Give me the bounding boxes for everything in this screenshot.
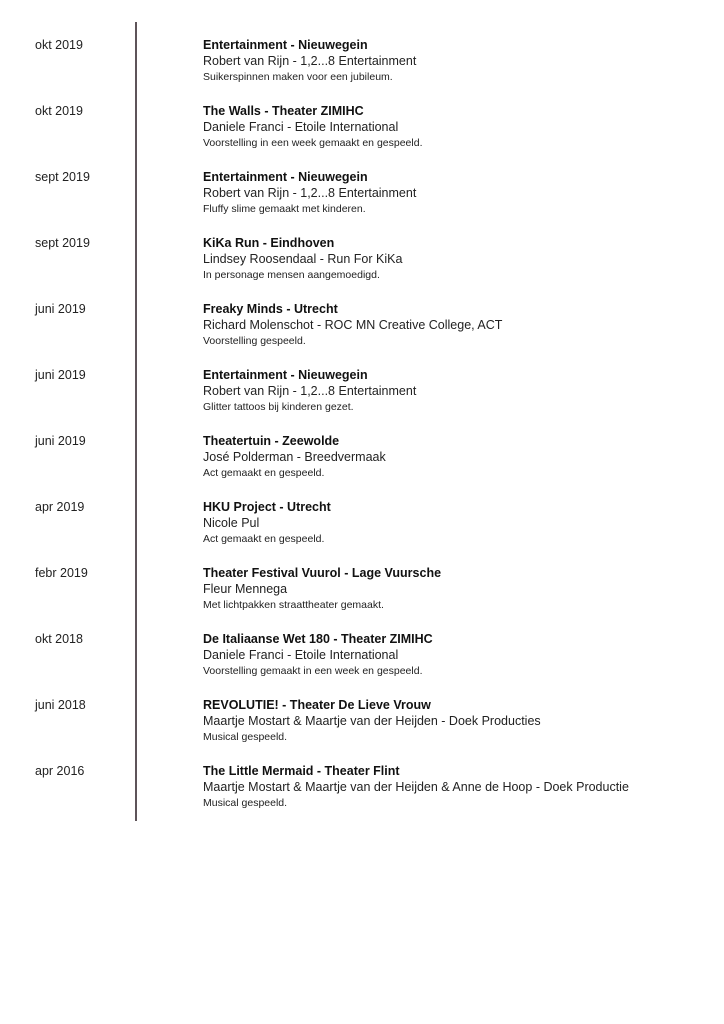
timeline-entry xyxy=(0,697,724,757)
entry-date: okt 2019 xyxy=(35,38,83,52)
entry-description: Voorstelling gemaakt in een week en gespeeld. xyxy=(203,665,423,677)
timeline-entry xyxy=(0,301,724,361)
entry-date: okt 2018 xyxy=(35,632,83,646)
entry-content xyxy=(203,565,441,613)
entry-description: In personage mensen aangemoedigd. xyxy=(203,269,380,281)
entry-title: REVOLUTIE! - Theater De Lieve Vrouw xyxy=(203,698,431,712)
entry-description: Met lichtpakken straattheater gemaakt. xyxy=(203,599,384,611)
entry-title: Entertainment - Nieuwegein xyxy=(203,368,368,382)
entry-content xyxy=(203,433,386,481)
entry-organization: Robert van Rijn - 1,2...8 Entertainment xyxy=(203,186,417,200)
entry-date: okt 2019 xyxy=(35,104,83,118)
entry-organization: Richard Molenschot - ROC MN Creative College, ACT xyxy=(203,318,503,332)
timeline-entry xyxy=(0,499,724,559)
entry-description: Act gemaakt en gespeeld. xyxy=(203,533,325,545)
entry-content xyxy=(203,763,629,811)
entry-organization: Daniele Franci - Etoile International xyxy=(203,648,399,662)
timeline-entry xyxy=(0,169,724,229)
entry-date: apr 2019 xyxy=(35,500,85,514)
entry-organization: Nicole Pul xyxy=(203,516,260,530)
entry-organization: Maartje Mostart & Maartje van der Heijden & Anne de Hoop - Doek Productie xyxy=(203,780,629,794)
entry-title: HKU Project - Utrecht xyxy=(203,500,331,514)
entry-date: sept 2019 xyxy=(35,236,90,250)
timeline-entry xyxy=(0,763,724,823)
entry-date: juni 2019 xyxy=(35,302,86,316)
entry-title: KiKa Run - Eindhoven xyxy=(203,236,335,250)
entry-title: Entertainment - Nieuwegein xyxy=(203,38,368,52)
entry-description: Glitter tattoos bij kinderen gezet. xyxy=(203,401,354,413)
entry-description: Suikerspinnen maken voor een jubileum. xyxy=(203,71,393,83)
entry-content xyxy=(203,235,402,283)
entry-title: De Italiaanse Wet 180 - Theater ZIMIHC xyxy=(203,632,433,646)
entry-title: Theater Festival Vuurol - Lage Vuursche xyxy=(203,566,442,580)
entry-organization: Daniele Franci - Etoile International xyxy=(203,120,399,134)
entry-title: The Little Mermaid - Theater Flint xyxy=(203,764,400,778)
entry-content xyxy=(203,103,422,151)
entry-date: apr 2016 xyxy=(35,764,85,778)
entry-content xyxy=(203,697,541,745)
entry-description: Musical gespeeld. xyxy=(203,797,288,809)
entry-title: The Walls - Theater ZIMIHC xyxy=(203,104,364,118)
entry-title: Entertainment - Nieuwegein xyxy=(203,170,368,184)
timeline-entry xyxy=(0,367,724,427)
entry-description: Fluffy slime gemaakt met kinderen. xyxy=(203,203,366,215)
entry-organization: Robert van Rijn - 1,2...8 Entertainment xyxy=(203,384,417,398)
entry-content xyxy=(203,367,416,415)
timeline-entry xyxy=(0,565,724,625)
timeline-entry xyxy=(0,37,724,97)
timeline-entry xyxy=(0,235,724,295)
entry-date: juni 2019 xyxy=(35,368,86,382)
entry-content xyxy=(203,631,433,679)
entry-date: juni 2019 xyxy=(35,434,86,448)
entry-description: Voorstelling gespeeld. xyxy=(203,335,306,347)
entry-date: juni 2018 xyxy=(35,698,86,712)
entry-title: Theatertuin - Zeewolde xyxy=(203,434,340,448)
entry-content xyxy=(203,499,331,547)
entry-date: sept 2019 xyxy=(35,170,90,184)
entry-organization: Lindsey Roosendaal - Run For KiKa xyxy=(203,252,403,266)
timeline-entry xyxy=(0,103,724,163)
entry-organization: Maartje Mostart & Maartje van der Heijden - Doek Producties xyxy=(203,714,541,728)
entry-description: Act gemaakt en gespeeld. xyxy=(203,467,325,479)
entry-organization: José Polderman - Breedvermaak xyxy=(203,450,386,464)
entry-content xyxy=(203,37,416,85)
timeline-entry xyxy=(0,631,724,691)
entry-description: Voorstelling in een week gemaakt en gespeeld. xyxy=(203,137,423,149)
entry-date: febr 2019 xyxy=(35,566,88,580)
entry-organization: Robert van Rijn - 1,2...8 Entertainment xyxy=(203,54,417,68)
entry-content xyxy=(203,169,416,217)
entry-description: Musical gespeeld. xyxy=(203,731,288,743)
timeline-entry xyxy=(0,433,724,493)
entry-content xyxy=(203,301,502,349)
entry-organization: Fleur Mennega xyxy=(203,582,288,596)
entry-title: Freaky Minds - Utrecht xyxy=(203,302,338,316)
